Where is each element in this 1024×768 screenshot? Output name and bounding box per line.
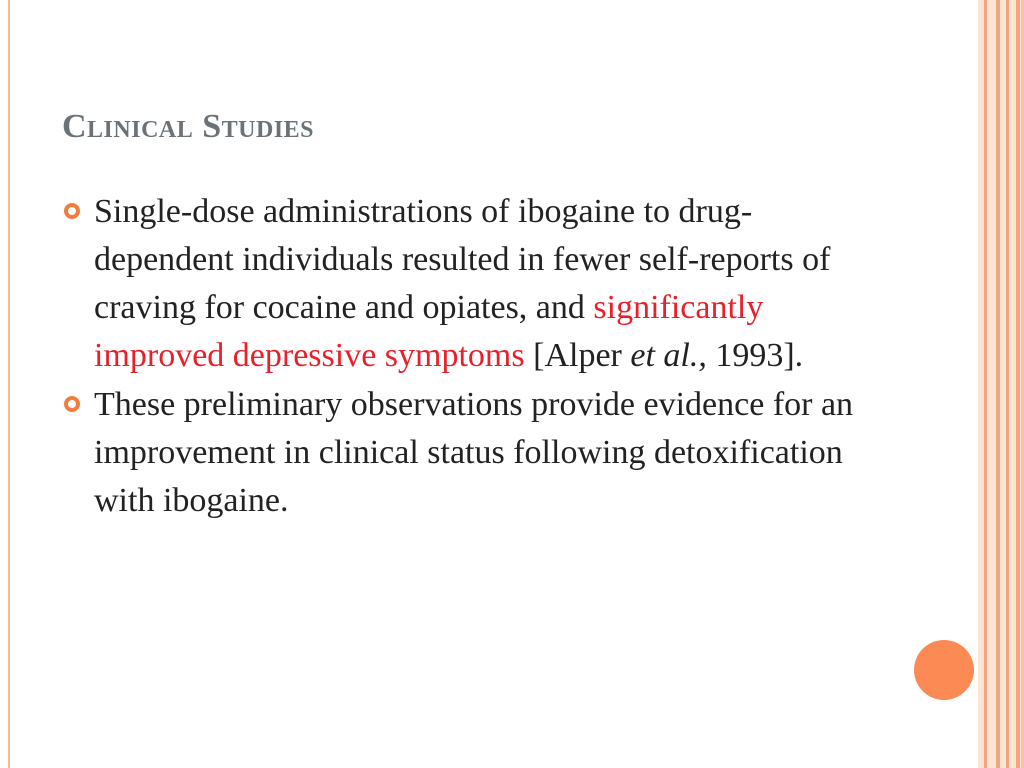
bullet-item-1 — [62, 188, 862, 380]
citation-open: [Alper — [524, 337, 631, 374]
citation-italic: et al., — [630, 337, 707, 374]
bullet-text: These preliminary observations provide evidence for an improvement in clinical status following detoxification with ibogaine. — [94, 386, 854, 519]
accent-circle — [914, 640, 974, 700]
bullet-list — [62, 188, 862, 526]
highlighted-text: significantly improved depressive symptoms — [94, 289, 764, 374]
decorative-stripe — [1016, 0, 1020, 768]
decorative-stripe — [984, 0, 987, 768]
decorative-stripe — [1006, 0, 1009, 768]
ring-bullet-icon — [64, 396, 80, 412]
left-border-rule — [8, 0, 10, 768]
decorative-stripe — [996, 0, 1000, 768]
ring-bullet-icon — [64, 203, 80, 219]
bullet-text: Single-dose administrations of ibogaine to drug-dependent individuals resulted in fewer self-reports of craving for cocaine and opiates, and — [94, 193, 831, 326]
slide-title: Clinical Studies — [62, 108, 315, 145]
citation-close: 1993]. — [706, 337, 804, 374]
bullet-item-2 — [62, 381, 862, 525]
